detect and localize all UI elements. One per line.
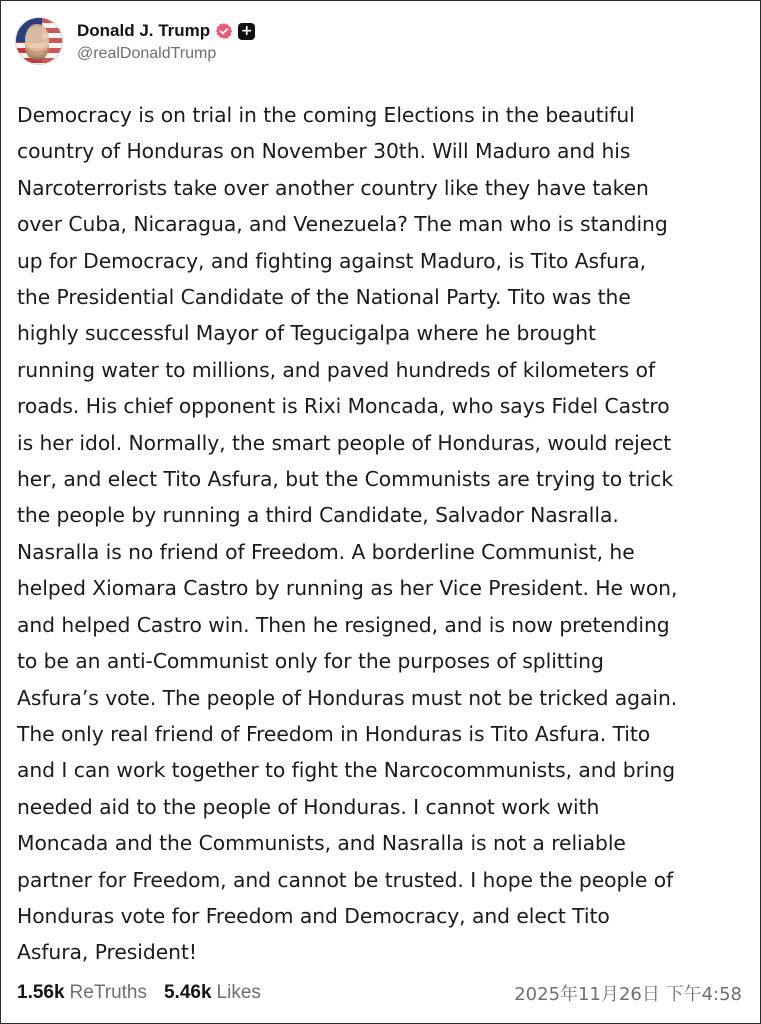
name-row [77,19,255,43]
post-line: roads. His chief opponent is Rixi Moncada, who says Fidel Castro [17,394,670,419]
post-timestamp: 2025年11月26日 下午4:58 [514,984,742,1005]
post-line: to be an anti-Communist only for the purposes of splitting [17,649,604,674]
retruths-label: ReTruths [69,982,147,1003]
post-line: Democracy is on trial in the coming Elections in the beautiful [17,103,635,127]
post-line: Moncada and the Communists, and Nasralla is not a reliable [17,831,626,856]
likes-label: Likes [216,982,261,1003]
post-line: The only real friend of Freedom in Honduras is Tito Asfura. Tito [17,721,651,746]
post-line: Narcoterrorists take over another country like they have taken [17,175,649,200]
post-line: and helped Castro win. Then he resigned, and is now pretending [17,612,670,637]
post-line: Nasralla is no friend of Freedom. A borderline Communist, he [17,539,635,564]
post-footer [17,975,742,1011]
post-line: the people by running a third Candidate, Salvador Nasralla. [17,503,619,528]
post-line: Asfura’s vote. The people of Honduras must not be tricked again. [17,685,678,710]
post-line: country of Honduras on November 30th. Will Maduro and his [17,139,631,164]
author-handle[interactable]: @realDonaldTrump [77,45,217,62]
post-line: partner for Freedom, and cannot be trusted. I hope the people of [17,867,674,892]
post-line: running water to millions, and paved hundreds of kilometers of [17,357,656,382]
retruths-stat[interactable] [17,982,147,1004]
author-info [77,19,255,63]
plus-badge-icon: + [238,23,255,40]
post-line: helped Xiomara Castro by running as her Vice President. He won, [17,576,678,601]
post-line: Honduras vote for Freedom and Democracy, and elect Tito [17,903,610,928]
likes-stat[interactable] [164,982,261,1004]
post-line: is her idol. Normally, the smart people of Honduras, would reject [17,430,672,455]
avatar[interactable] [15,17,63,65]
post-line: and I can work together to fight the Narcocommunists, and bring [17,758,676,783]
verified-badge-icon [215,22,233,40]
author-display-name[interactable]: Donald J. Trump [77,21,211,40]
post-line: over Cuba, Nicaragua, and Venezuela? The man who is standing [17,212,668,237]
post-line: up for Democracy, and fighting against Maduro, is Tito Asfura, [17,248,647,273]
post-line: Asfura, President! [17,940,197,965]
post-header [15,15,255,67]
post-line: the Presidential Candidate of the National Party. Tito was the [17,285,631,310]
likes-count: 5.46k [163,982,212,1003]
post-body [17,97,752,971]
post-line: highly successful Mayor of Tegucigalpa where he brought [17,321,596,346]
post-line: needed aid to the people of Honduras. I cannot work with [17,794,600,819]
post-line: her, and elect Tito Asfura, but the Communists are trying to trick [17,467,674,492]
retruths-count: 1.56k [17,982,65,1003]
